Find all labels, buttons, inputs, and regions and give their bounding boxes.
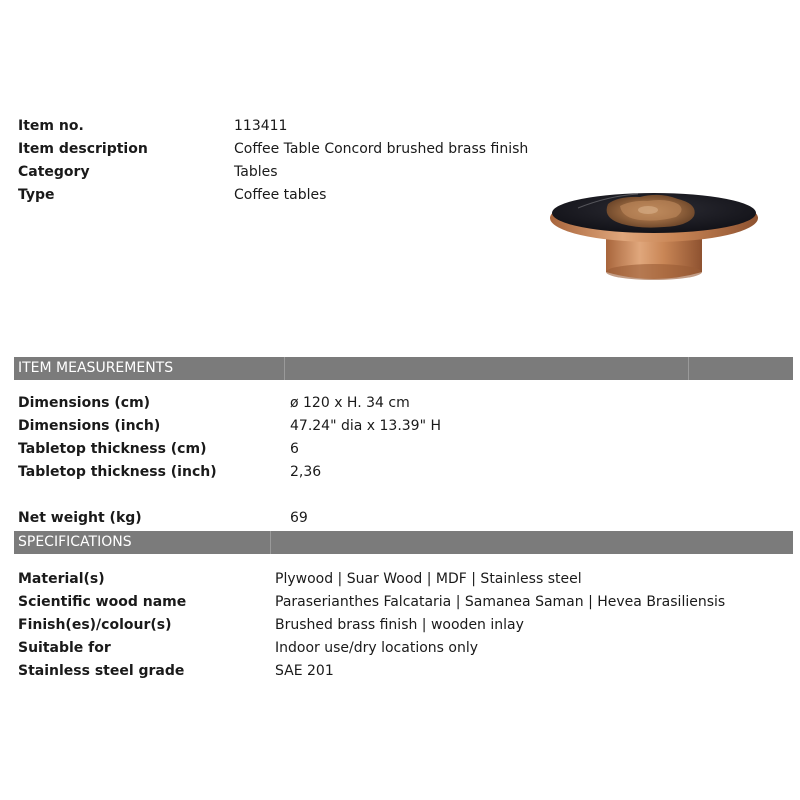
- measurement-label: Tabletop thickness (inch): [18, 464, 217, 480]
- specification-label: Scientific wood name: [18, 594, 187, 610]
- measurement-label: Dimensions (inch): [18, 418, 161, 434]
- specification-value: Paraserianthes Falcataria | Samanea Saman | Hevea Brasiliensis: [275, 594, 726, 610]
- measurement-label: Dimensions (cm): [18, 395, 151, 411]
- measurement-value: 6: [290, 441, 299, 457]
- measurement-label: Net weight (kg): [18, 510, 142, 526]
- specification-label: Finish(es)/colour(s): [18, 617, 172, 633]
- type-value: Coffee tables: [234, 187, 327, 203]
- product-image: [548, 182, 760, 290]
- measurement-value: 47.24" dia x 13.39" H: [290, 418, 442, 434]
- specification-label: Stainless steel grade: [18, 663, 185, 679]
- header-cell-divider: [688, 357, 689, 380]
- type-label: Type: [18, 187, 55, 203]
- category-label: Category: [18, 164, 90, 180]
- item-no-value: 113411: [234, 118, 288, 134]
- specification-value: Indoor use/dry locations only: [275, 640, 479, 656]
- category-value: Tables: [234, 164, 278, 180]
- item-measurements-title: ITEM MEASUREMENTS: [18, 360, 174, 376]
- item-description-label: Item description: [18, 141, 148, 157]
- header-cell-divider: [270, 531, 271, 554]
- specification-label: Material(s): [18, 571, 105, 587]
- item-description-value: Coffee Table Concord brushed brass finish: [234, 141, 529, 157]
- item-measurements-header: [14, 357, 793, 380]
- specification-value: Brushed brass finish | wooden inlay: [275, 617, 524, 633]
- header-cell-divider: [284, 357, 285, 380]
- specification-label: Suitable for: [18, 640, 111, 656]
- measurement-value: ø 120 x H. 34 cm: [290, 395, 410, 411]
- measurement-label: Tabletop thickness (cm): [18, 441, 207, 457]
- specification-value: Plywood | Suar Wood | MDF | Stainless steel: [275, 571, 582, 587]
- specifications-title: SPECIFICATIONS: [18, 534, 132, 550]
- item-no-label: Item no.: [18, 118, 84, 134]
- measurement-value: 2,36: [290, 464, 322, 480]
- specification-value: SAE 201: [275, 663, 334, 679]
- measurement-value: 69: [290, 510, 308, 526]
- specifications-header: [14, 531, 793, 554]
